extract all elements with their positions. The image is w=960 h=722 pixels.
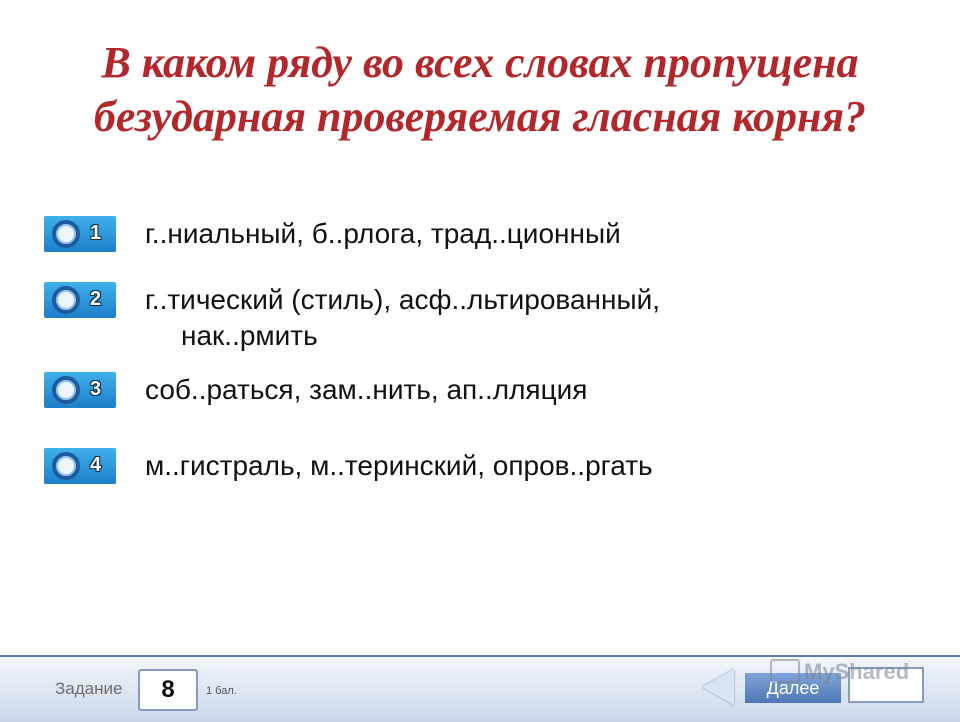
option-2-button[interactable] [44, 282, 116, 318]
option-2-text [145, 282, 660, 354]
option-1-text [145, 216, 621, 252]
option-4-number: 4 [90, 454, 102, 476]
option-3-button[interactable] [44, 372, 116, 408]
footer-bar [0, 655, 960, 722]
back-arrow-icon[interactable] [702, 669, 734, 705]
option-2-line-2: нак..рмить [181, 320, 318, 351]
answer-option-3[interactable] [0, 370, 960, 430]
task-label: Задание [55, 679, 123, 698]
question-line-2: безударная проверяемая гласная корня? [93, 92, 867, 141]
option-4-text [145, 448, 653, 484]
option-2-number: 2 [90, 288, 102, 310]
option-3-line-1: соб..раться, зам..нить, ап..лляция [145, 374, 588, 405]
radio-icon[interactable] [52, 376, 80, 404]
next-button[interactable]: Далее [745, 673, 841, 703]
answer-option-1[interactable] [0, 216, 960, 276]
task-number: 8 [138, 669, 198, 711]
question-line-1: В каком ряду во всех словах пропущена [101, 38, 859, 87]
radio-icon[interactable] [52, 286, 80, 314]
answer-option-4[interactable] [0, 446, 960, 506]
points-label: 1 бал. [206, 685, 237, 697]
option-3-text [145, 372, 587, 408]
result-box [848, 667, 924, 703]
option-2-line-1: г..тический (стиль), асф..льтированный, [145, 284, 661, 315]
radio-icon[interactable] [52, 220, 80, 248]
option-1-button[interactable] [44, 216, 116, 252]
option-4-line-1: м..гистраль, м..теринский, опров..ргать [145, 450, 653, 481]
answer-option-2[interactable] [0, 282, 960, 351]
option-3-number: 3 [90, 378, 102, 400]
question-title [0, 36, 960, 144]
option-4-button[interactable] [44, 448, 116, 484]
option-1-line-1: г..ниальный, б..рлога, трад..ционный [145, 218, 621, 249]
option-1-number: 1 [90, 222, 102, 244]
watermark-text: MyShared [804, 659, 910, 684]
radio-icon[interactable] [52, 452, 80, 480]
